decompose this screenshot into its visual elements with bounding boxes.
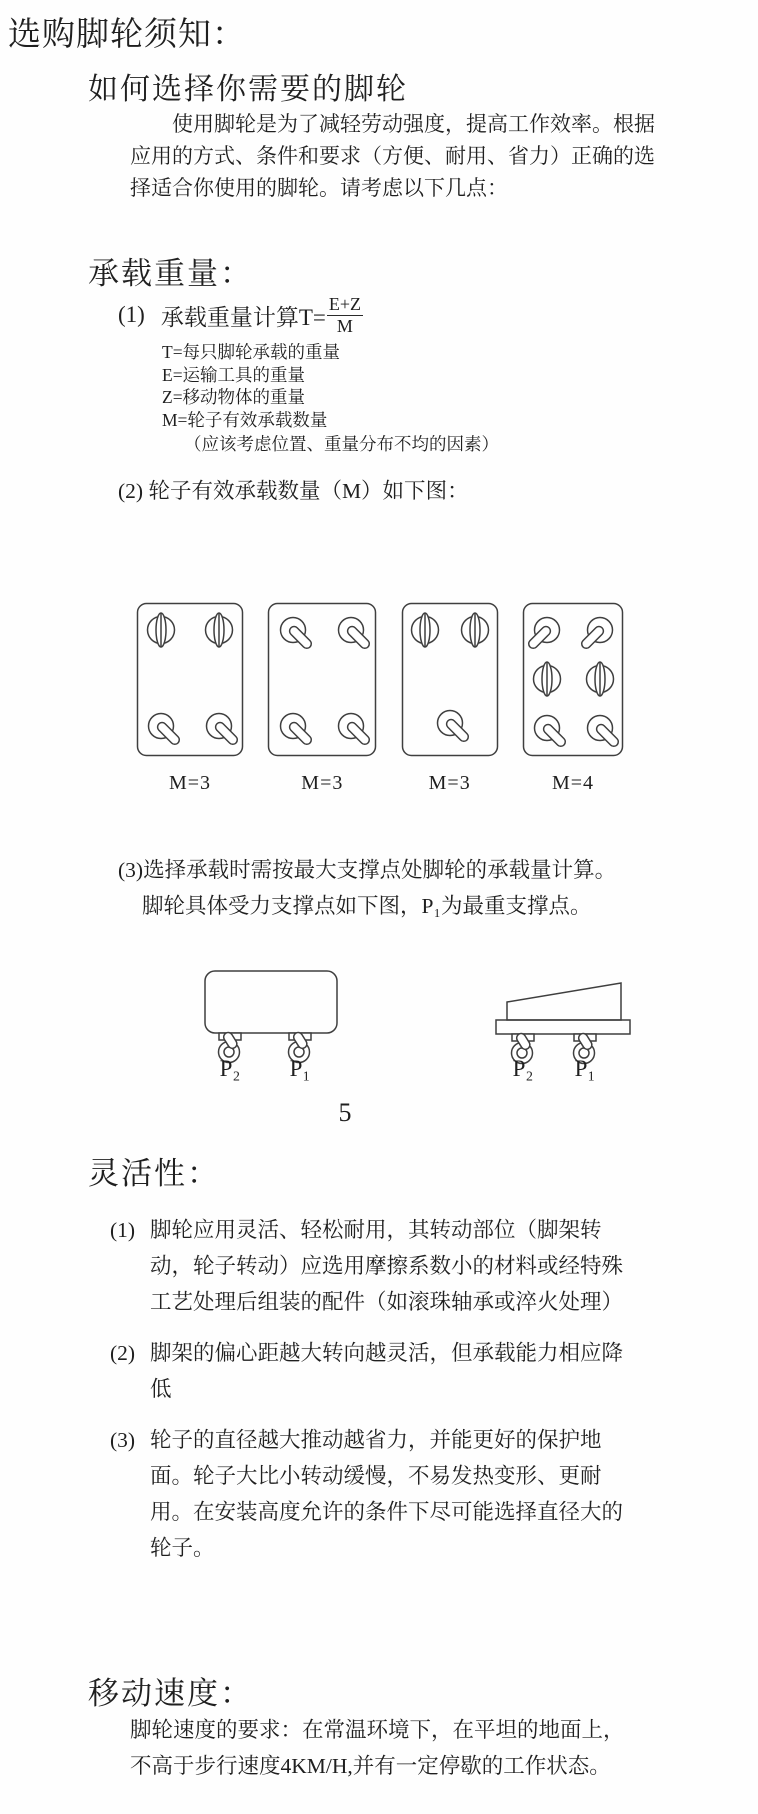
definitions-note: （应该考虑位置、重量分布不均的因素） — [184, 434, 499, 454]
swivel-caster-icon — [580, 618, 613, 651]
m-value-label: M=3 — [428, 772, 471, 794]
fixed-wheel-icon — [206, 613, 233, 647]
item-number: (1) — [110, 1218, 136, 1242]
m-value-label: M=3 — [301, 772, 344, 794]
definition-line: Z=移动物体的重量 — [162, 387, 306, 407]
support-point-label: P₂ — [219, 1056, 241, 1081]
fixed-wheel-icon — [461, 613, 488, 647]
support-point-label: P₁ — [574, 1056, 596, 1081]
layout-1-drawing — [136, 602, 244, 757]
layout-3-drawing — [401, 602, 499, 757]
definition-line: E=运输工具的重量 — [162, 364, 306, 385]
swivel-caster-icon — [149, 714, 182, 747]
m-value-label: M=4 — [551, 772, 595, 794]
formula-fraction — [327, 294, 363, 336]
layout-4-drawing — [522, 602, 624, 757]
load-item-3-line1: (3)选择承载时需按最大支撑点处脚轮的承载量计算。 — [118, 858, 617, 882]
page-number: 5 — [338, 1098, 352, 1127]
load-section-heading: 承载重量： — [88, 256, 253, 291]
item-text: 轮子的直径越大推动越省力，并能更好的保护地面。轮子大比小转动缓慢，不易发热变形、更耐用。在安装高度允许的条件下尽可能选择直径大的轮子。 — [150, 1428, 624, 1560]
fraction-numerator: E+Z — [328, 294, 362, 314]
formula-definitions — [162, 341, 340, 431]
document-title: 选购脚轮须知： — [8, 17, 246, 53]
formula-label: 承载重量计算T= — [160, 304, 326, 330]
wheel-layout-diagram-1 — [136, 602, 244, 795]
swivel-caster-icon — [527, 618, 560, 651]
support-point-label: P₂ — [512, 1056, 534, 1081]
item-number: (2) — [110, 1341, 136, 1365]
fixed-wheel-icon — [586, 662, 613, 696]
fixed-wheel-icon — [411, 613, 438, 647]
flexibility-heading: 灵活性： — [88, 1156, 220, 1191]
wedge-support-diagram — [493, 976, 633, 1068]
swivel-caster-icon — [339, 714, 372, 747]
flexibility-item — [110, 1212, 638, 1320]
swivel-caster-icon — [534, 716, 567, 749]
formula-item-number: (1) — [118, 302, 145, 328]
swivel-caster-icon — [207, 714, 240, 747]
fraction-denominator: M — [336, 315, 353, 336]
definition-line: T=每只脚轮承载的重量 — [162, 342, 341, 362]
intro-heading: 如何选择你需要的脚轮 — [88, 73, 408, 106]
speed-heading: 移动速度： — [88, 1676, 253, 1711]
swivel-caster-icon — [281, 714, 314, 747]
fixed-wheel-icon — [533, 662, 560, 696]
load-item-3-line2: 脚轮具体受力支撑点如下图，P₁为最重支撑点。 — [142, 894, 592, 918]
fixed-wheel-icon — [148, 613, 175, 647]
support-point-label: P₁ — [289, 1056, 311, 1081]
wheel-layout-diagram-4 — [522, 602, 624, 795]
cart-support-diagram — [200, 968, 345, 1068]
layout-2-drawing — [267, 602, 377, 757]
wheel-layout-diagram-3 — [401, 602, 499, 795]
flexibility-item — [110, 1422, 638, 1566]
flexibility-list — [110, 1212, 638, 1581]
item-number: (3) — [110, 1428, 136, 1452]
item-text: 脚轮应用灵活、轻松耐用，其转动部位（脚架转动，轮子转动）应选用摩擦系数小的材料或经特殊工艺处理后组装的配件（如滚珠轴承或淬火处理） — [150, 1218, 624, 1314]
load-item-2: (2) 轮子有效承载数量（M）如下图： — [118, 479, 469, 503]
intro-paragraph: 使用脚轮是为了减轻劳动强度，提高工作效率。根据应用的方式、条件和要求（方便、耐用、省力）正确的选择适合你使用的脚轮。请考虑以下几点： — [130, 112, 655, 200]
load-item-3 — [118, 852, 616, 924]
swivel-caster-icon — [281, 618, 314, 651]
swivel-caster-icon — [587, 716, 620, 749]
item-text: 脚架的偏心距越大转向越灵活，但承载能力相应降低 — [150, 1341, 624, 1401]
m-value-label: M=3 — [168, 772, 212, 794]
flexibility-item — [110, 1335, 638, 1407]
swivel-caster-icon — [437, 711, 470, 744]
speed-paragraph: 脚轮速度的要求：在常温环境下，在平坦的地面上，不高于步行速度4KM/H,并有一定停歇的工作状态。 — [130, 1718, 625, 1778]
wheel-layout-diagrams — [136, 602, 624, 795]
definition-line: M=轮子有效承载数量 — [162, 409, 328, 430]
wheel-layout-diagram-2 — [267, 602, 377, 795]
load-formula — [118, 294, 363, 336]
swivel-caster-icon — [339, 618, 372, 651]
